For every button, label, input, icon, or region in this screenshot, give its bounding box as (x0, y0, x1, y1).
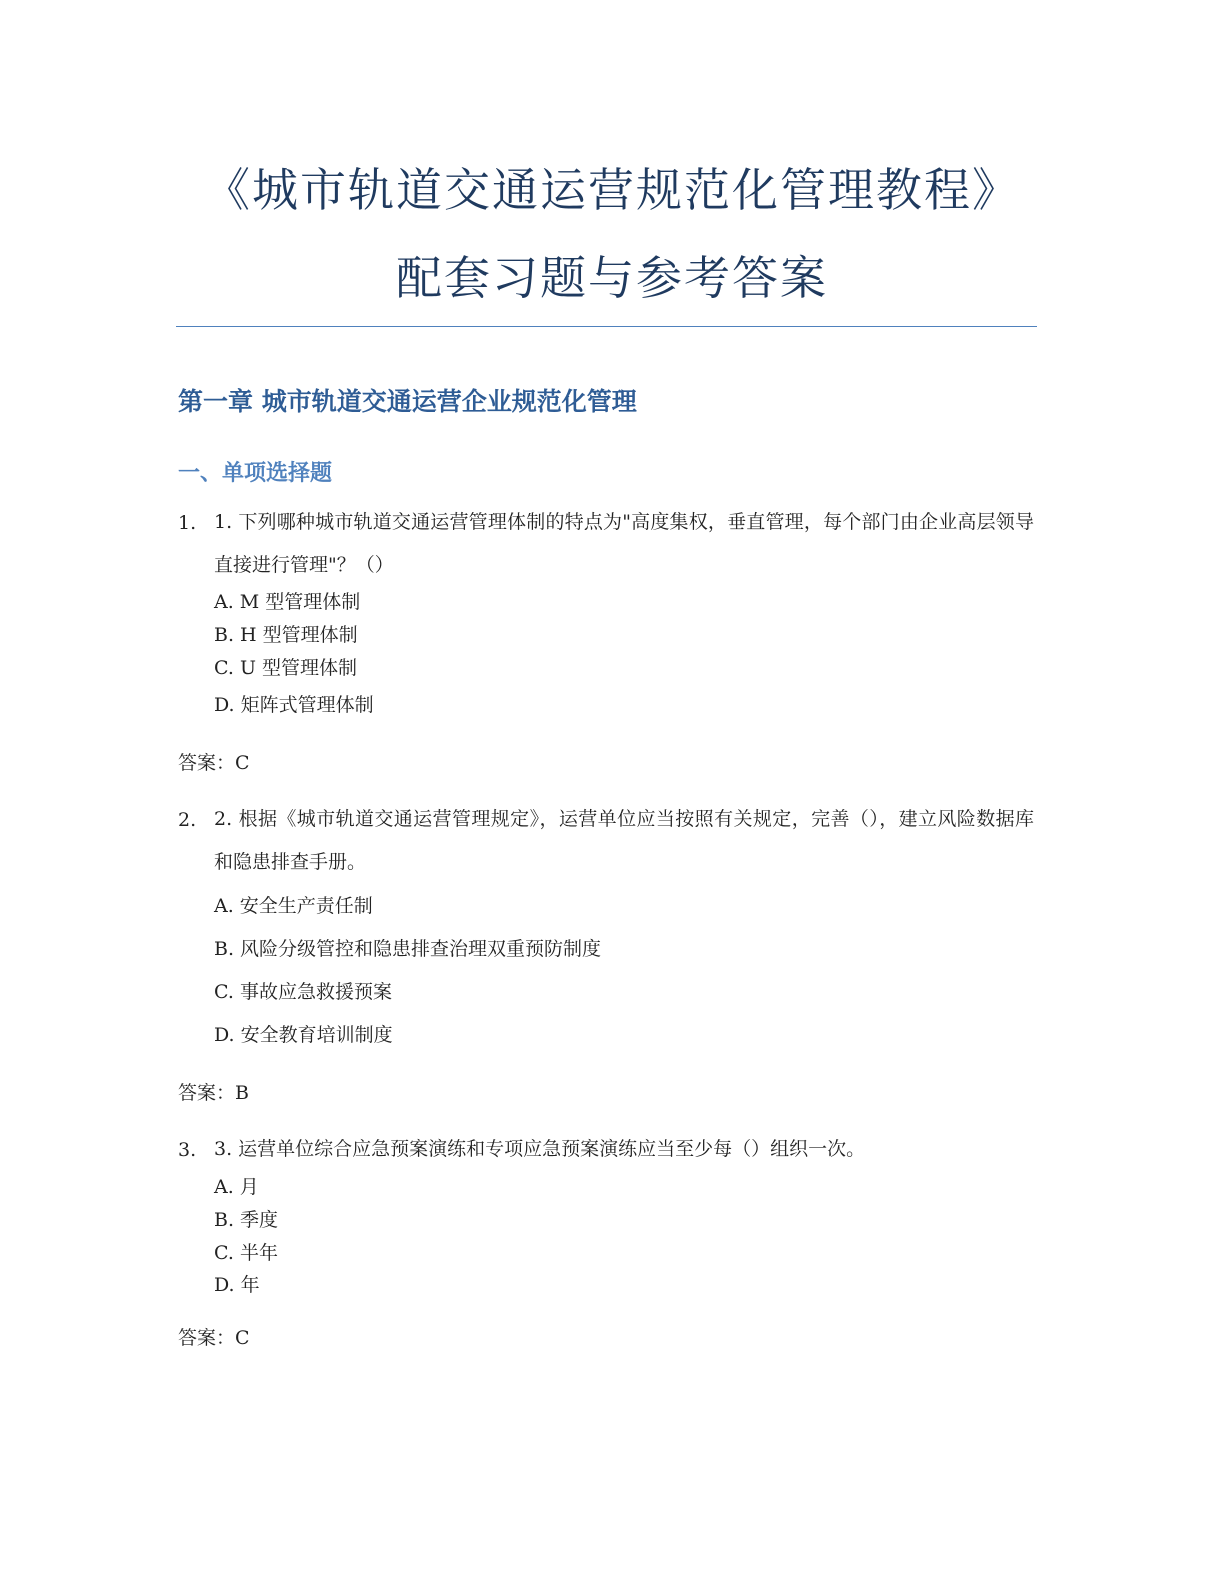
question-option: A. 月 (214, 1176, 259, 1198)
question-option: A. M 型管理体制 (214, 591, 361, 613)
question-option: B. 季度 (214, 1209, 279, 1231)
answer-text: 答案：B (178, 1082, 249, 1104)
question-option: B. H 型管理体制 (214, 624, 358, 646)
question-option: A. 安全生产责任制 (214, 895, 373, 917)
question-number: 2. (178, 809, 197, 831)
document-title-line-1: 《城市轨道交通运营规范化管理教程》 (204, 163, 1020, 217)
section-heading: 一、单项选择题 (178, 461, 333, 486)
question-text: 3. 运营单位综合应急预案演练和专项应急预案演练应当至少每（）组织一次。 (214, 1138, 866, 1160)
question-option: D. 安全教育培训制度 (214, 1024, 393, 1046)
question-option: D. 年 (214, 1274, 260, 1296)
question-text: 2. 根据《城市轨道交通运营管理规定》，运营单位应当按照有关规定，完善（），建立风险数据库和隐患排查手册。 (214, 808, 1034, 873)
question-option: D. 矩阵式管理体制 (214, 694, 374, 716)
answer-text: 答案：C (178, 1327, 250, 1349)
question-number: 3. (178, 1139, 197, 1161)
question-option: C. U 型管理体制 (214, 657, 357, 679)
question-text: 1. 下列哪种城市轨道交通运营管理体制的特点为"高度集权，垂直管理，每个部门由企业高层领导直接进行管理"？（） (214, 511, 1034, 576)
question-option: C. 事故应急救援预案 (214, 981, 392, 1003)
question-number: 1. (178, 512, 197, 534)
chapter-heading: 第一章 城市轨道交通运营企业规范化管理 (178, 387, 637, 416)
title-divider (176, 326, 1037, 327)
question-option: B. 风险分级管控和隐患排查治理双重预防制度 (214, 938, 602, 960)
question-option: C. 半年 (214, 1242, 278, 1264)
document-title-line-2: 配套习题与参考答案 (396, 251, 828, 305)
answer-text: 答案：C (178, 752, 250, 774)
